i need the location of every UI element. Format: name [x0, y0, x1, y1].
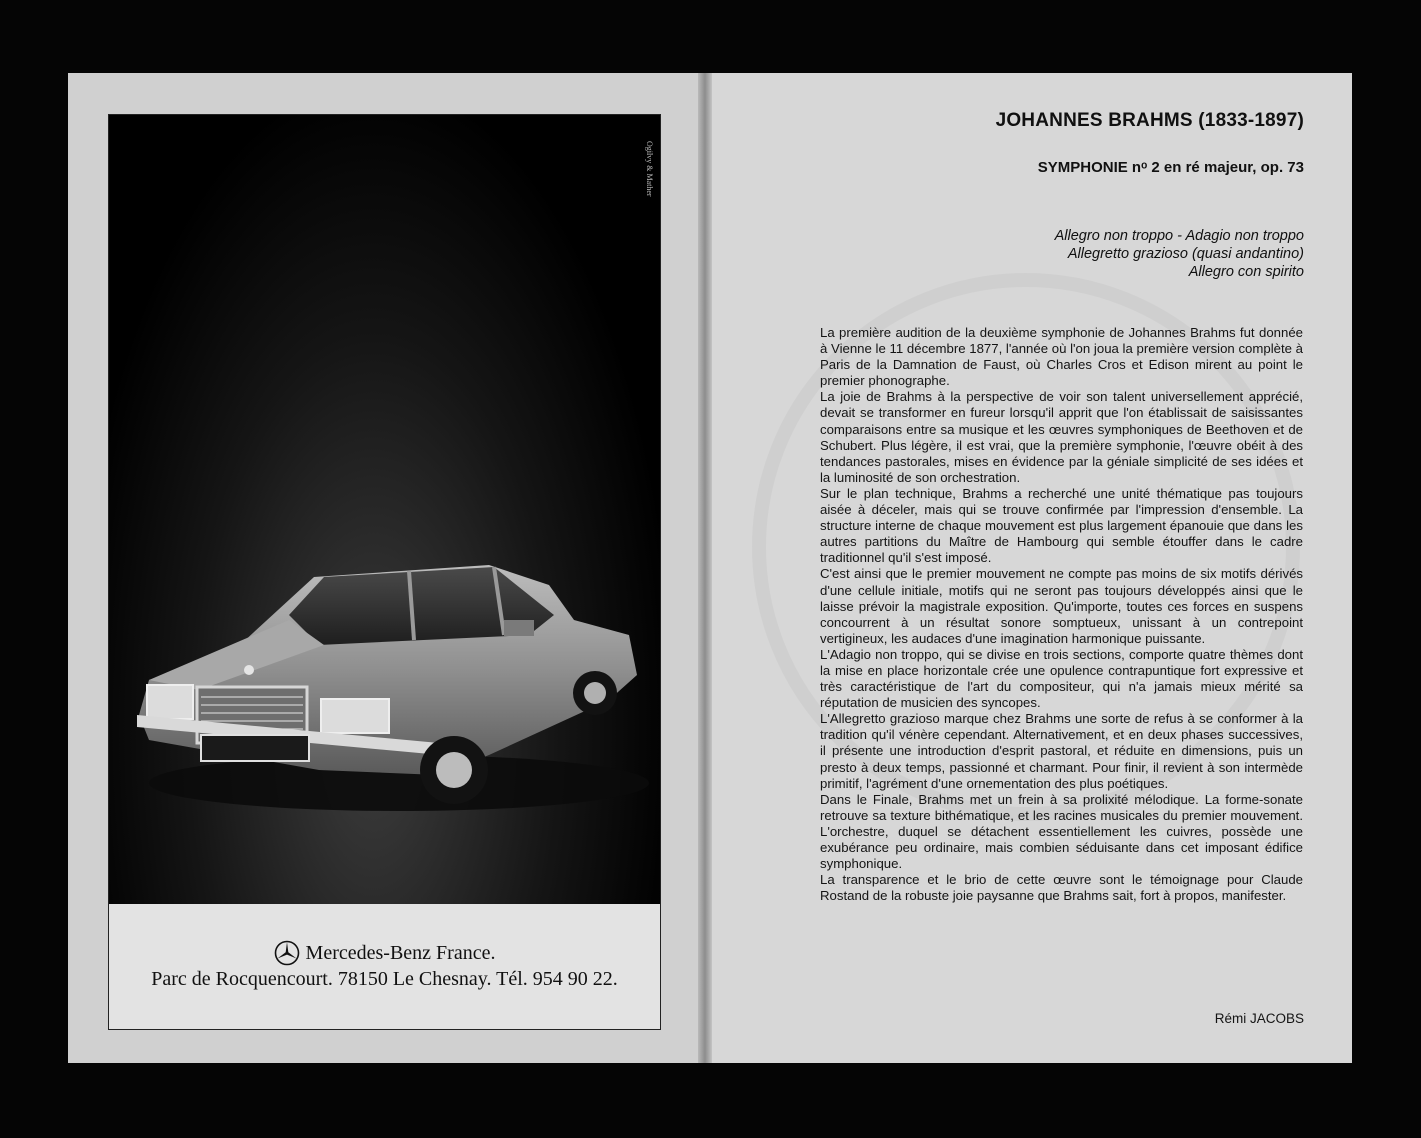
- dealer-address: Parc de Rocquencourt. 78150 Le Chesnay. Tél. 954 90 22.: [151, 968, 618, 990]
- work-title: SYMPHONIE nᵒ 2 en ré majeur, op. 73: [1037, 159, 1304, 176]
- agency-credit: Ogilvy & Mather: [645, 141, 654, 197]
- movement-item: Allegro con spirito: [1188, 264, 1304, 280]
- paragraph: Dans le Finale, Brahms met un frein à sa prolixité mélodique. La forme-sonate retrouve sa texture bithématique, et les racines musicales du premier mouvement. L'orchestre, duquel se détachent essentiellement les cuivres, possède une exubérance peu ordinaire, mais combien séduisante dans cet imposant édifice symphonique.: [820, 791, 1303, 872]
- paragraph: C'est ainsi que le premier mouvement ne compte pas moins de six motifs dérivés d'une cellule initiale, motifs qui ne seront pas toujours développés ainsi que le laisse prévoir la magistrale exposition. Qu'importe, toutes ces forces en suspens concourrent à un résultat sonore somptueux, unissant à un contrepoint vertigineux, les audaces d'une imagination harmonique puissante.: [820, 566, 1303, 646]
- brand-name: Mercedes-Benz France.: [305, 941, 496, 964]
- composer-heading: JOHANNES BRAHMS (1833-1897): [995, 110, 1304, 131]
- movement-item: Allegro non troppo - Adagio non troppo: [1054, 228, 1304, 244]
- paragraph: La transparence et le brio de cette œuvre sont le témoignage pour Claude Rostand de la robuste joie paysanne que Brahms sait, fort à propos, manifester.: [820, 872, 1303, 904]
- mercedes-sedan-illustration: [109, 115, 660, 904]
- paragraph: L'Allegretto grazioso marque chez Brahms une sorte de refus à se conformer à la tradition qu'il vénère cependant. Alternativement, et en deux phases successives, il présente une introduction d'esprit pastoral, et réduite en dimensions, puis un presto à deux temps, passionné et charmant. Pour finir, il revient à son intermède primitif, l'agrément d'une ornementation des plus poétiques.: [820, 711, 1303, 791]
- author-signature: Rémi JACOBS: [1214, 1011, 1304, 1026]
- mercedes-star-icon: [274, 940, 300, 966]
- paragraph: La première audition de la deuxième symphonie de Johannes Brahms fut donnée à Vienne le 11 décembre 1877, l'année où l'on joua la première version complète à Paris de la Damnation de Faust, où Charles Cros et Edison mirent au point le premier phonographe.: [820, 325, 1303, 389]
- movement-list: [1055, 227, 1304, 281]
- left-page: [68, 73, 698, 1063]
- brand-line: [109, 940, 660, 966]
- paragraph: La joie de Brahms à la perspective de voir son talent universellement apprécié, devait se transformer en fureur lorsqu'il apprit que l'on établissait de saisissantes comparaisons entre sa musique et les œuvres symphoniques de Beethoven et de Schubert. Plus légère, il est vrai, que la première symphonie, l'œuvre obéit à des tendances pastorales, mises en évidence par la géniale simplicité de ses idées et la luminosité de son orchestration.: [820, 389, 1303, 485]
- book-gutter: [698, 73, 712, 1063]
- program-notes: [820, 325, 1303, 904]
- paragraph: Sur le plan technique, Brahms a recherché une unité thématique pas toujours aisée à déceler, mais qui se trouve confirmée par l'impression d'ensemble. La structure interne de chaque mouvement est plus largement épanouie que dans les autres partitions du Maître de Hambourg qui semble étouffer dans le cadre traditionnel qu'il s'est imposé.: [820, 485, 1303, 566]
- movement-item: Allegretto grazioso (quasi andantino): [1067, 246, 1304, 262]
- right-page: [712, 73, 1352, 1063]
- mercedes-advertisement: [108, 114, 661, 1030]
- advertisement-footer: [109, 904, 660, 1029]
- paragraph: L'Adagio non troppo, qui se divise en trois sections, comporte quatre thèmes dont la mise en place horizontale crée une opulence contrapuntique fort expressive et très caractéristique de l'art du compositeur, qui n'a jamais mieux mérité sa réputation de musicien des syncopes.: [820, 646, 1303, 711]
- car-photo: [109, 115, 660, 904]
